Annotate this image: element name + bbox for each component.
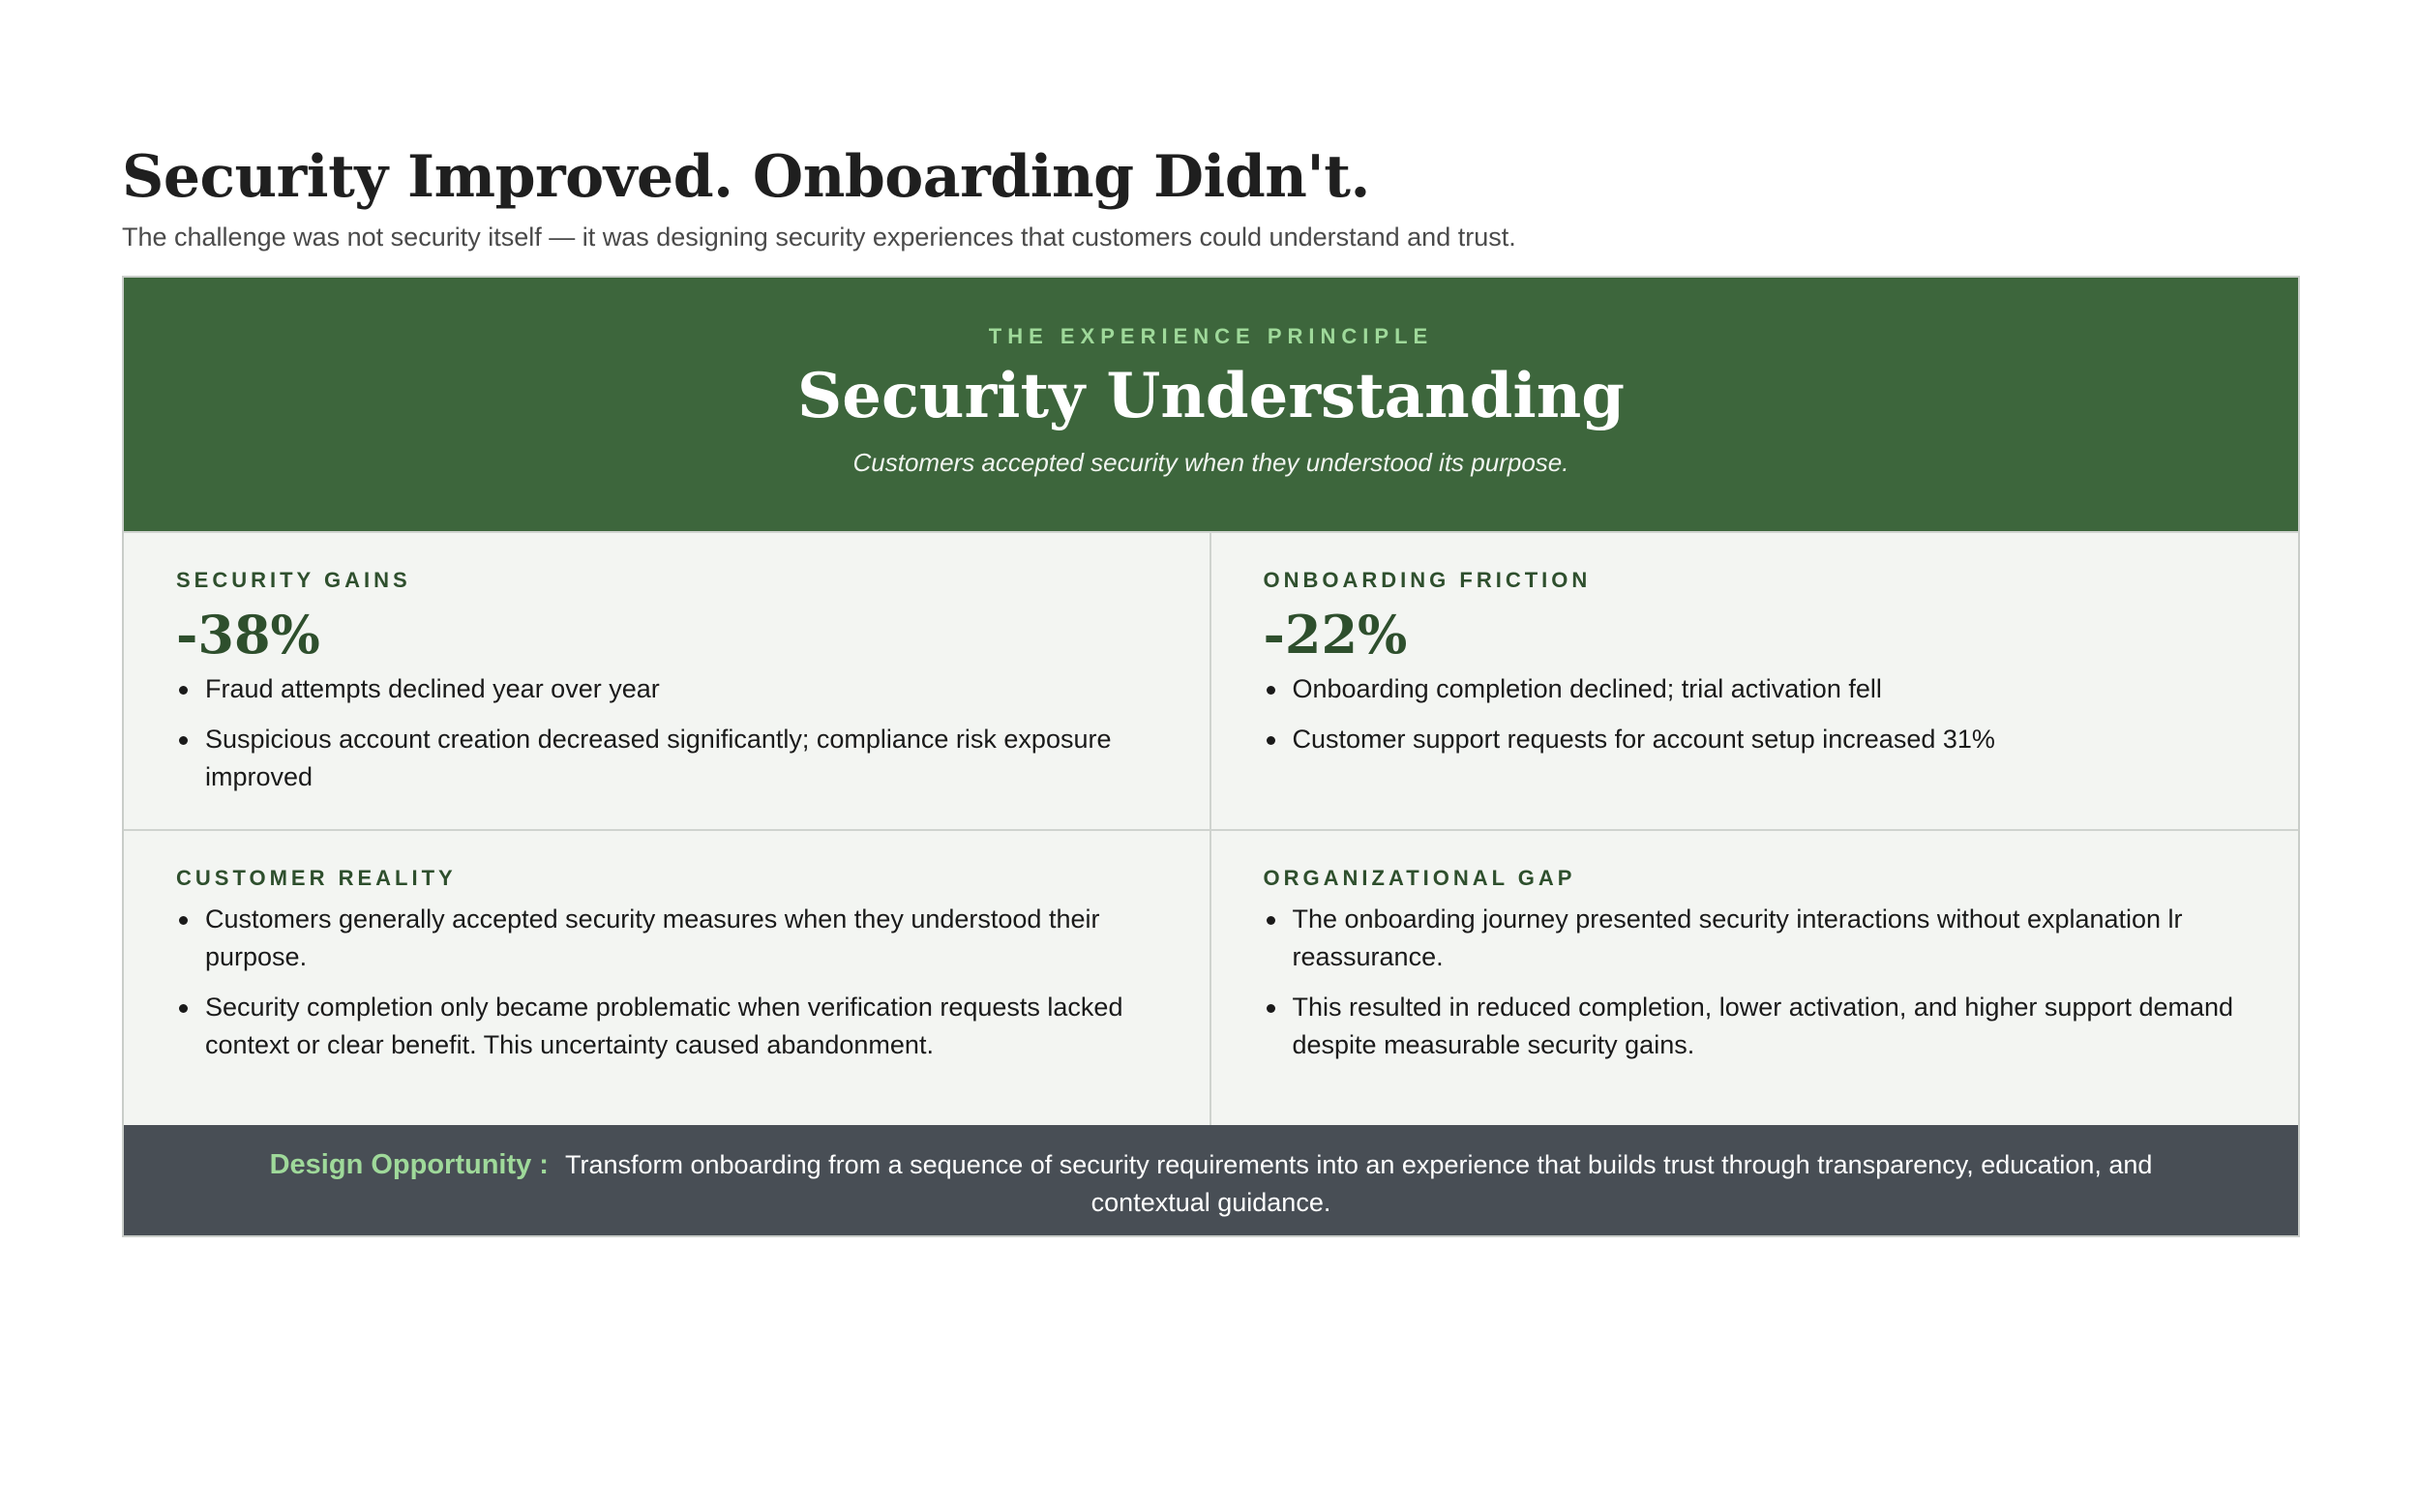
- principle-eyebrow: THE EXPERIENCE PRINCIPLE: [988, 324, 1434, 348]
- principle-subtitle: Customers accepted security when they understood its purpose.: [852, 447, 1569, 477]
- list-item: The onboarding journey presented security interactions without explanation lr reassurance.: [1264, 901, 2249, 976]
- design-opportunity-label: Design Opportunity :: [269, 1149, 549, 1180]
- design-opportunity-footer: [124, 1125, 2298, 1235]
- security-gains-metric: -38%: [176, 604, 320, 666]
- onboarding-friction-list: [1264, 670, 2249, 758]
- list-item: Security completion only became problematic when verification requests lacked context or clear benefit. This uncertainty caused abandonment.: [176, 989, 1159, 1064]
- security-gains-list: [176, 670, 1159, 796]
- onboarding-friction-label: ONBOARDING FRICTION: [1263, 568, 1592, 592]
- page-title: Security Improved. Onboarding Didn't.: [122, 143, 1370, 211]
- page-subtitle: The challenge was not security itself — it was designing security experiences that customers could understand and trust.: [122, 222, 1516, 252]
- list-item: Suspicious account creation decreased significantly; compliance risk exposure improved: [176, 721, 1159, 796]
- customer-reality-cell: [124, 829, 1211, 1125]
- organizational-gap-cell: [1211, 829, 2299, 1125]
- list-item: Customer support requests for account setup increased 31%: [1264, 721, 2249, 758]
- page: [122, 145, 2300, 1237]
- onboarding-friction-cell: [1211, 531, 2299, 829]
- list-item: Fraud attempts declined year over year: [176, 670, 1159, 708]
- security-gains-label: SECURITY GAINS: [176, 568, 411, 592]
- security-gains-cell: [124, 531, 1211, 829]
- onboarding-friction-metric: -22%: [1263, 604, 1408, 666]
- principle-card: [122, 276, 2300, 1237]
- organizational-gap-list: [1264, 901, 2249, 1064]
- list-item: Onboarding completion declined; trial activation fell: [1264, 670, 2249, 708]
- organizational-gap-label: ORGANIZATIONAL GAP: [1263, 866, 1576, 890]
- customer-reality-label: CUSTOMER REALITY: [176, 866, 457, 890]
- principle-banner: [124, 278, 2298, 531]
- design-opportunity-text: Transform onboarding from a sequence of security requirements into an experience that builds trust through transparency, education, and contextual guidance.: [564, 1150, 2153, 1217]
- list-item: This resulted in reduced completion, lower activation, and higher support demand despite measurable security gains.: [1264, 989, 2249, 1064]
- findings-grid: [124, 531, 2298, 1125]
- customer-reality-list: [176, 901, 1159, 1064]
- principle-title: Security Understanding: [797, 360, 1625, 432]
- list-item: Customers generally accepted security measures when they understood their purpose.: [176, 901, 1159, 976]
